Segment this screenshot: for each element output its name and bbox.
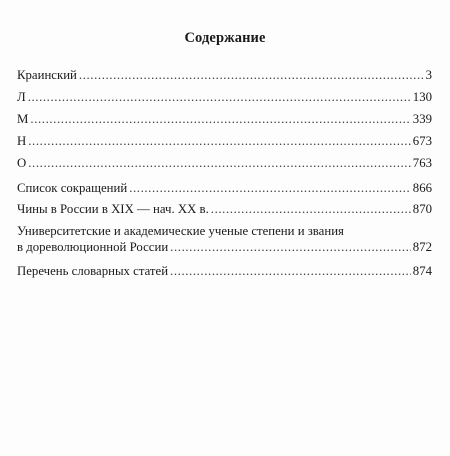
toc-entry-label-continued: в дореволюционной России	[17, 240, 169, 254]
toc-entry[interactable]	[17, 67, 432, 83]
dot-leader	[28, 133, 411, 149]
toc-entry-page: 339	[412, 112, 432, 126]
toc-entry-label: О	[17, 156, 27, 170]
dot-leader	[170, 239, 411, 255]
toc-entry-label: Университетские и академические ученые степени и звания	[17, 224, 344, 238]
page-title: Содержание	[184, 30, 266, 46]
toc-entry-page: 870	[412, 202, 432, 216]
toc-entry[interactable]	[17, 263, 432, 279]
dot-leader	[129, 180, 411, 196]
dot-leader	[79, 67, 424, 83]
toc-entry-page: 866	[412, 181, 432, 195]
dot-leader	[170, 263, 411, 279]
toc-entry[interactable]	[17, 201, 432, 217]
dot-leader	[211, 201, 411, 217]
dot-leader	[30, 111, 410, 127]
toc-entry-label: Н	[17, 134, 27, 148]
toc-entry-label: Список сокращений	[17, 181, 128, 195]
toc-entry[interactable]	[17, 111, 432, 127]
toc-entry[interactable]	[17, 155, 432, 171]
toc-entry-page: 130	[412, 90, 432, 104]
toc-entry[interactable]	[17, 180, 432, 196]
toc-entry-page: 673	[412, 134, 432, 148]
toc-entry-label: Перечень словарных статей	[17, 264, 169, 278]
toc-entry-page: 3	[425, 68, 432, 82]
toc-entry-label: Чины в России в XIX — нач. XX в.	[17, 202, 209, 216]
dot-leader	[28, 89, 411, 105]
toc-entry[interactable]	[17, 223, 432, 255]
dot-leader	[28, 155, 411, 171]
toc-entry-label: М	[17, 112, 29, 126]
toc-entry-page: 763	[412, 156, 432, 170]
toc-entry[interactable]	[17, 89, 432, 105]
toc-entry-label: Л	[17, 90, 26, 104]
toc-entry-page: 872	[412, 240, 432, 254]
toc-entry-page: 874	[412, 264, 432, 278]
toc-entry[interactable]	[17, 133, 432, 149]
toc-entry-label: Краинский	[17, 68, 77, 82]
